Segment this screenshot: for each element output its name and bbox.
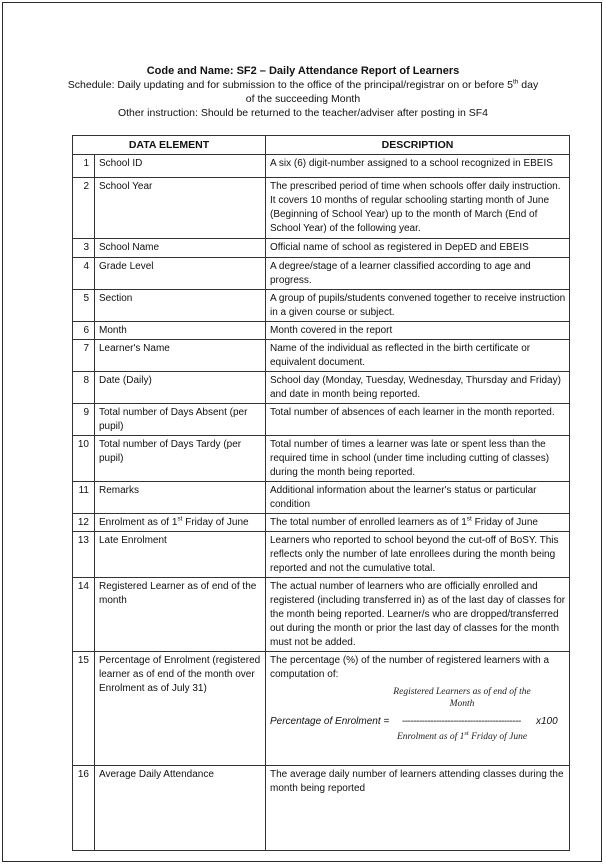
description (266, 514, 570, 532)
description: The actual number of learners who are officially enrolled and registered (including transferred in) as of the last day of classes for the month being reported. Learner/s who are dropped/transferred out during the month or prior the last day of classes for the month must not be added. (266, 578, 570, 652)
element-text-end: Friday of June (182, 517, 249, 528)
table-row (73, 766, 570, 851)
description: The average daily number of learners attending classes during the month being reported (266, 766, 570, 851)
row-number: 15 (73, 652, 95, 766)
data-element-table (72, 135, 570, 851)
data-element: School ID (95, 155, 266, 178)
formula-multiplier: x100 (536, 716, 558, 727)
data-element: School Year (95, 178, 266, 239)
formula-denominator (392, 731, 532, 743)
element-superscript: st (177, 515, 183, 523)
row-number: 13 (73, 532, 95, 578)
description-text: The percentage (%) of the number of registered learners with a computation of: (270, 655, 550, 680)
row-number: 14 (73, 578, 95, 652)
denominator-superscript: st (464, 729, 469, 737)
table-header-row (73, 136, 570, 155)
row-number: 12 (73, 514, 95, 532)
formula-numerator: Registered Learners as of end of the Month (393, 687, 531, 709)
description: Name of the individual as reflected in the birth certificate or equivalent document. (266, 340, 570, 372)
row-number: 9 (73, 404, 95, 436)
other-instruction: Other instruction: Should be returned to the teacher/adviser after posting in SF4 (117, 107, 489, 119)
row-number: 7 (73, 340, 95, 372)
description-superscript: st (466, 515, 472, 523)
row-number: 2 (73, 178, 95, 239)
table-row (73, 155, 570, 178)
row-number: 4 (73, 258, 95, 290)
percentage-formula (270, 686, 566, 762)
description: A degree/stage of a learner classified according to age and progress. (266, 258, 570, 290)
table-row (73, 482, 570, 514)
table-row (73, 178, 570, 239)
schedule-text-end: day (518, 79, 539, 91)
data-element: Total number of Days Tardy (per pupil) (95, 436, 266, 482)
row-number: 10 (73, 436, 95, 482)
table-row (73, 436, 570, 482)
description: Official name of school as registered in DepED and EBEIS (266, 239, 570, 258)
table-row (73, 652, 570, 766)
description-text-end: Friday of June (471, 517, 538, 528)
denominator-text: Enrolment as of 1 (396, 732, 465, 742)
data-element: Month (95, 322, 266, 340)
table-row (73, 404, 570, 436)
data-element: School Name (95, 239, 266, 258)
schedule-line-2: of the succeeding Month (245, 93, 361, 105)
data-element: Date (Daily) (95, 372, 266, 404)
data-element: Remarks (95, 482, 266, 514)
description: A six (6) digit-number assigned to a school recognized in EBEIS (266, 155, 570, 178)
table-row (73, 578, 570, 652)
description: A group of pupils/students convened together to receive instruction in a given course or subject. (266, 290, 570, 322)
data-element: Average Daily Attendance (95, 766, 266, 851)
description-text: The total number of enrolled learners as of 1 (270, 517, 467, 528)
description: Month covered in the report (266, 322, 570, 340)
data-element: Percentage of Enrolment (registered learner as of end of the month over Enrolment as of July 31) (95, 652, 266, 766)
row-number: 1 (73, 155, 95, 178)
data-element: Grade Level (95, 258, 266, 290)
description: Total number of times a learner was late or spent less than the required time in school (under time including cutting of classes) during the month being reported. (266, 436, 570, 482)
table-row (73, 258, 570, 290)
table-row (73, 372, 570, 404)
data-element: Section (95, 290, 266, 322)
data-element: Learner's Name (95, 340, 266, 372)
data-element: Late Enrolment (95, 532, 266, 578)
data-element: Total number of Days Absent (per pupil) (95, 404, 266, 436)
table-row (73, 514, 570, 532)
schedule-text: Schedule: Daily updating and for submission to the office of the principal/registrar on or before 5 (67, 79, 513, 91)
denominator-text-end: Friday of June (468, 732, 528, 742)
description (266, 652, 570, 766)
formula-label: Percentage of Enrolment = (270, 716, 390, 727)
table-row (73, 340, 570, 372)
row-number: 6 (73, 322, 95, 340)
formula-fraction-line: ------------------------------------------ (402, 716, 521, 727)
description: Additional information about the learner's status or particular condition (266, 482, 570, 514)
schedule-line (0, 78, 606, 92)
schedule-superscript: th (512, 78, 519, 86)
row-number: 11 (73, 482, 95, 514)
document-title: Code and Name: SF2 – Daily Attendance Report of Learners (146, 65, 460, 77)
description: School day (Monday, Tuesday, Wednesday, Thursday and Friday) and date in month being reported. (266, 372, 570, 404)
element-text: Enrolment as of 1 (99, 517, 178, 528)
description: Total number of absences of each learner in the month reported. (266, 404, 570, 436)
column-header-description: DESCRIPTION (266, 136, 570, 155)
row-number: 5 (73, 290, 95, 322)
table-row (73, 239, 570, 258)
description: The prescribed period of time when schools offer daily instruction. It covers 10 months of regular schooling starting month of June (Beginning of School Year) up to the month of March (End of School Year) of the following year. (266, 178, 570, 239)
row-number: 8 (73, 372, 95, 404)
column-header-data-element: DATA ELEMENT (73, 136, 266, 155)
data-element: Registered Learner as of end of the month (95, 578, 266, 652)
table-row (73, 290, 570, 322)
data-element (95, 514, 266, 532)
row-number: 16 (73, 766, 95, 851)
table-row (73, 322, 570, 340)
table-row (73, 532, 570, 578)
description: Learners who reported to school beyond the cut-off of BoSY. This reflects only the number of late enrollees during the month being reported and not the cumulative total. (266, 532, 570, 578)
row-number: 3 (73, 239, 95, 258)
